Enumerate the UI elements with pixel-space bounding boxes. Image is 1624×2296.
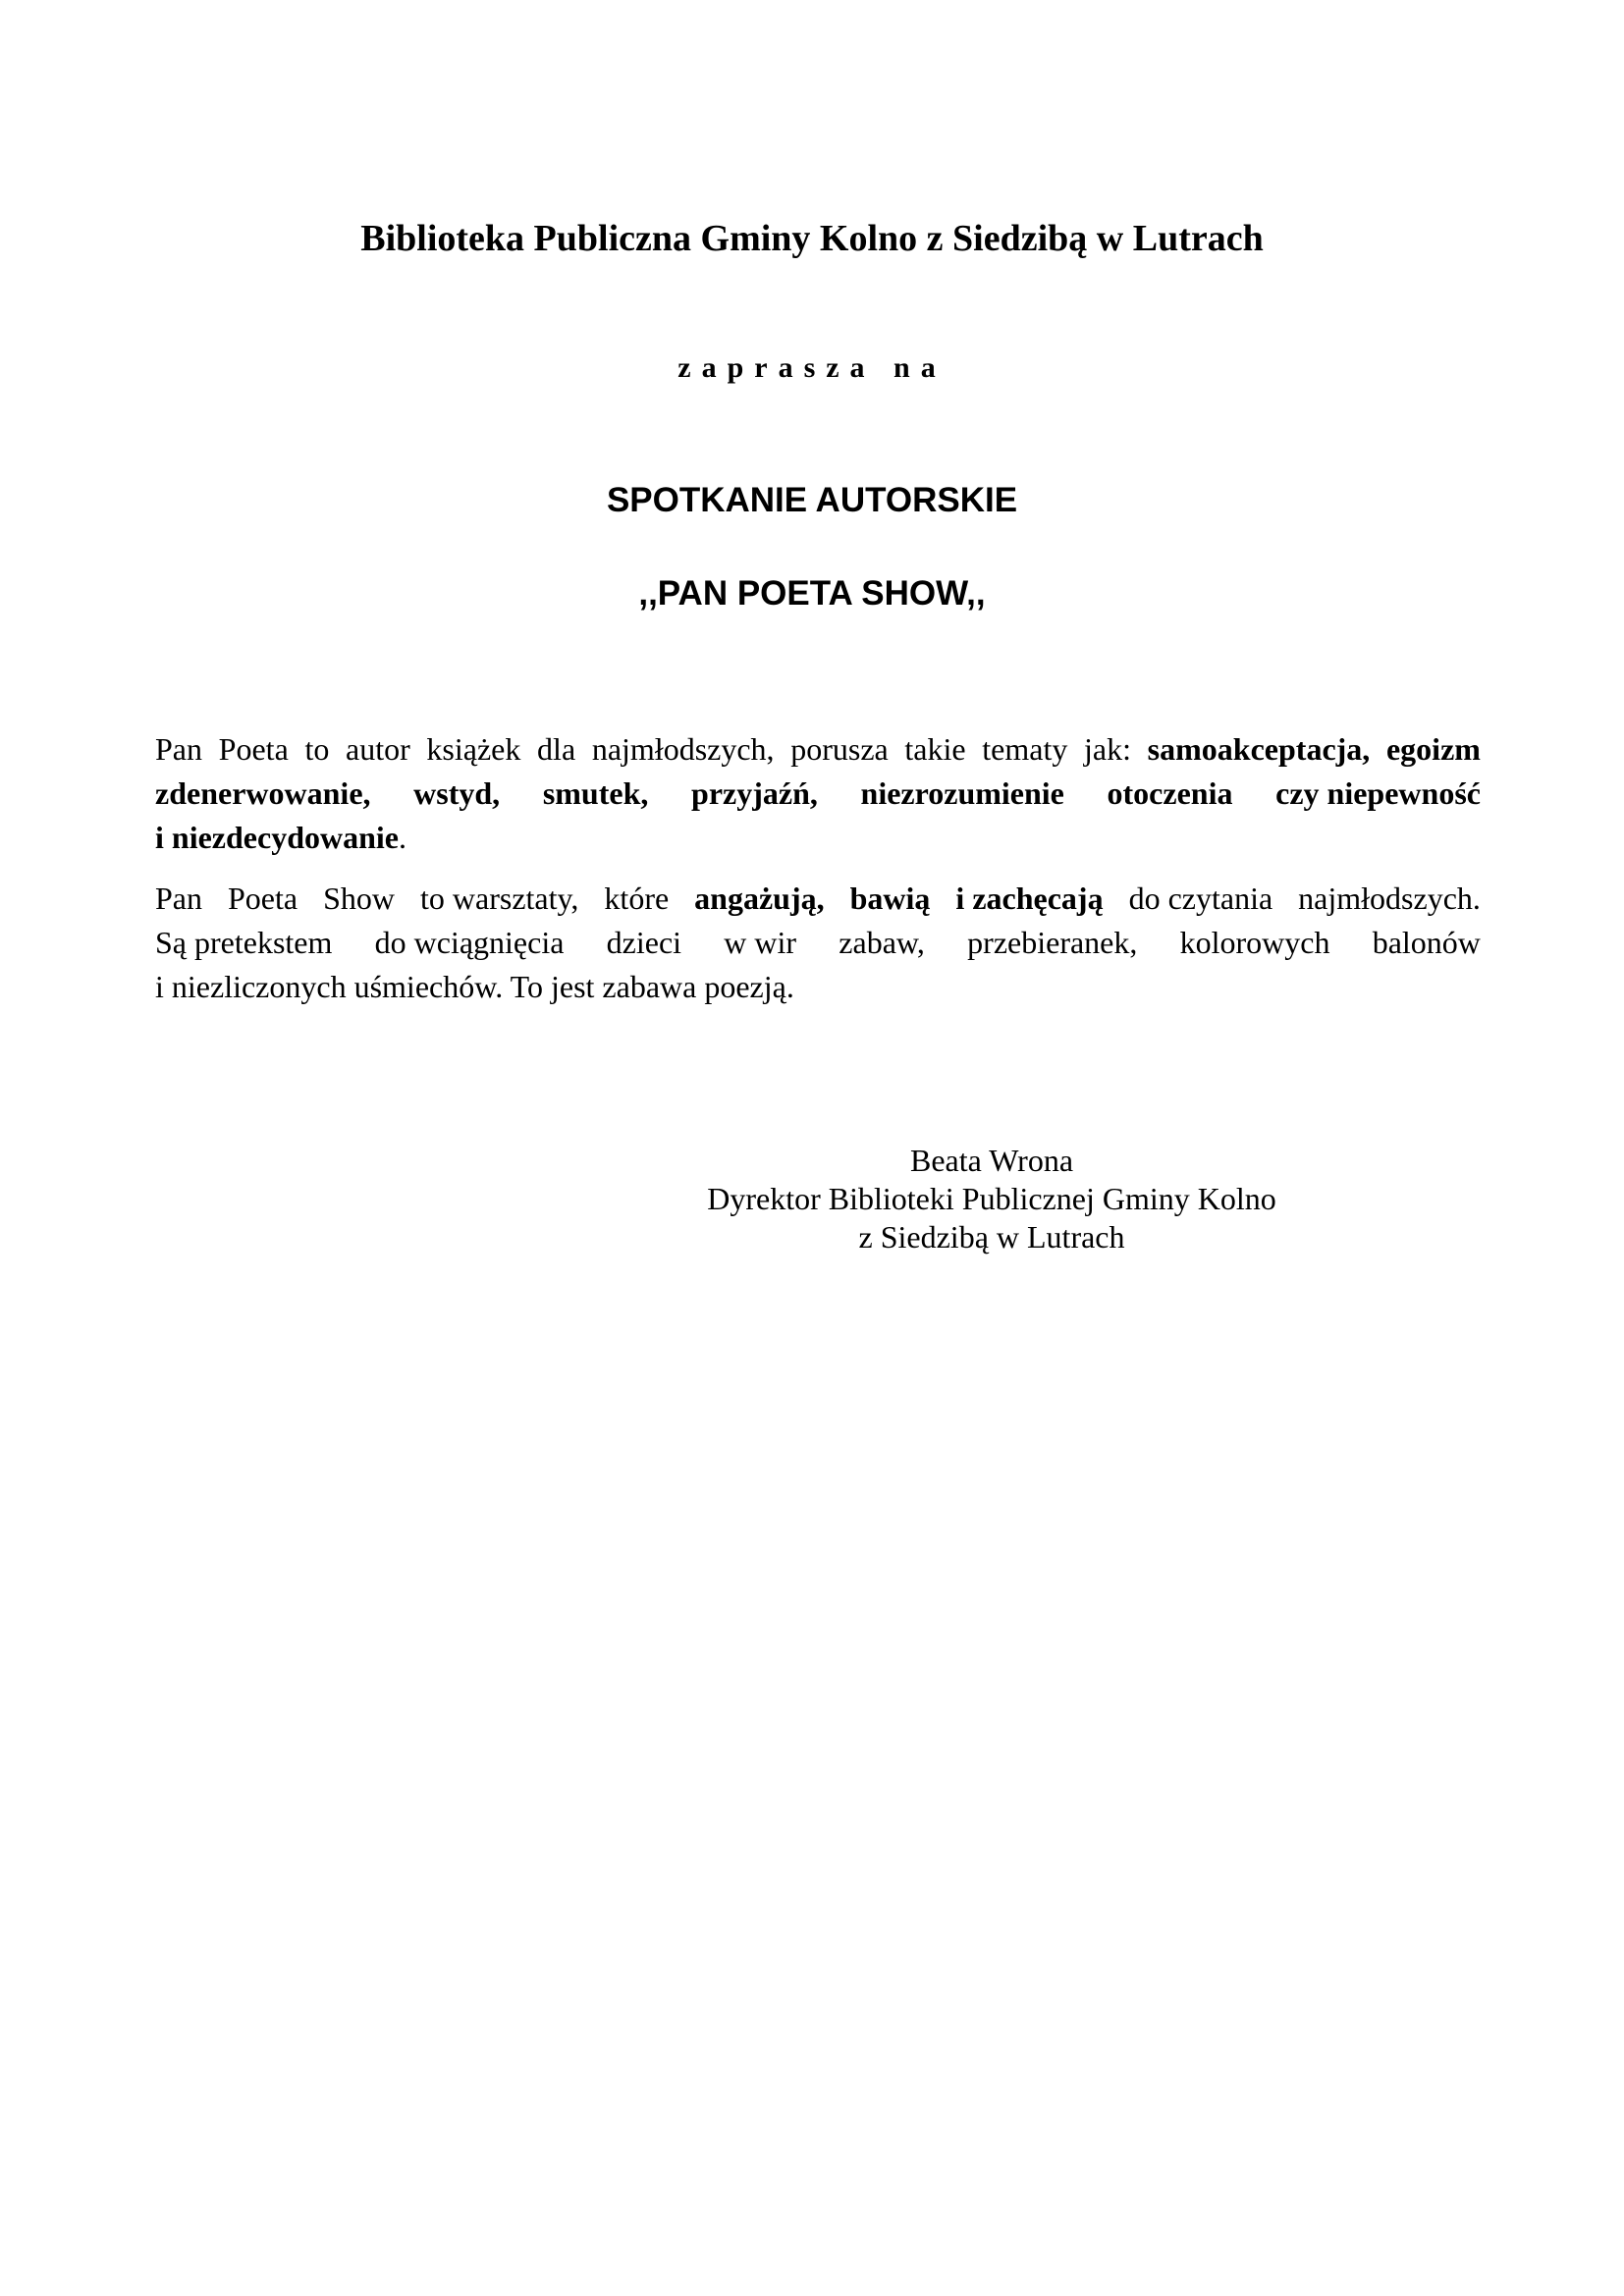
word: zabaw, [839,925,925,960]
word: Poeta [218,731,289,767]
description-paragraph [155,727,1481,860]
bold-word: i niezdecydowanie [155,820,399,855]
bold-word: egoizm [1385,731,1481,767]
word: jak: [1084,731,1131,767]
word: Pan [155,881,202,916]
word: najmłodszych. [1298,881,1481,916]
word: w wir [724,925,797,960]
event-name-heading: ,,PAN POETA SHOW,, [638,574,986,613]
bold-word: niezrozumienie [860,775,1064,811]
paragraph-line [155,727,1481,772]
word: kolorowych [1179,925,1330,960]
word: autor [346,731,410,767]
word: takie [904,731,966,767]
bold-word: angażują, [694,881,825,916]
paragraph-line: i niezliczonych uśmiechów. To jest zabawa poezją. [155,969,794,1004]
paragraph-line [155,772,1481,816]
workshop-paragraph [155,877,1481,1009]
word: najmłodszych, [591,731,775,767]
organization-title: Biblioteka Publiczna Gminy Kolno z Siedzibą w Lutrach [360,218,1264,259]
invite-line: zaprasza na [677,351,947,384]
word: to [304,731,330,767]
signatory-title: Dyrektor Biblioteki Publicznej Gminy Kolno [707,1181,1276,1216]
bold-word: otoczenia [1107,775,1233,811]
signatory-place: z Siedzibą w Lutrach [858,1219,1125,1255]
bold-word: czy niepewność [1275,775,1481,811]
signature-block [668,1142,1316,1256]
word: Pan [155,731,202,767]
word: balonów [1372,925,1481,960]
bold-word: samoakceptacja, [1147,731,1371,767]
word: porusza [790,731,889,767]
word: do wciągnięcia [374,925,565,960]
word: dla [537,731,576,767]
word: przebieranek, [967,925,1138,960]
signatory-name: Beata Wrona [909,1143,1074,1178]
word: które [604,881,670,916]
bold-word: przyjaźń, [691,775,818,811]
bold-word: wstyd, [413,775,501,811]
word: Poeta [228,881,298,916]
word: Są pretekstem [155,925,333,960]
bold-word: smutek, [542,775,649,811]
bold-word: zdenerwowanie, [155,775,371,811]
word: to warsztaty, [420,881,579,916]
word: książek [426,731,521,767]
bold-word: i zachęcają [955,881,1104,916]
paragraph-line [155,877,1481,921]
word: do czytania [1128,881,1273,916]
word: tematy [982,731,1068,767]
word: dzieci [606,925,682,960]
paragraph-line [155,921,1481,965]
event-type-heading: SPOTKANIE AUTORSKIE [606,481,1018,519]
word: Show [323,881,395,916]
paragraph-line [155,816,1481,860]
bold-word: bawią [849,881,931,916]
punctuation: . [398,820,406,855]
